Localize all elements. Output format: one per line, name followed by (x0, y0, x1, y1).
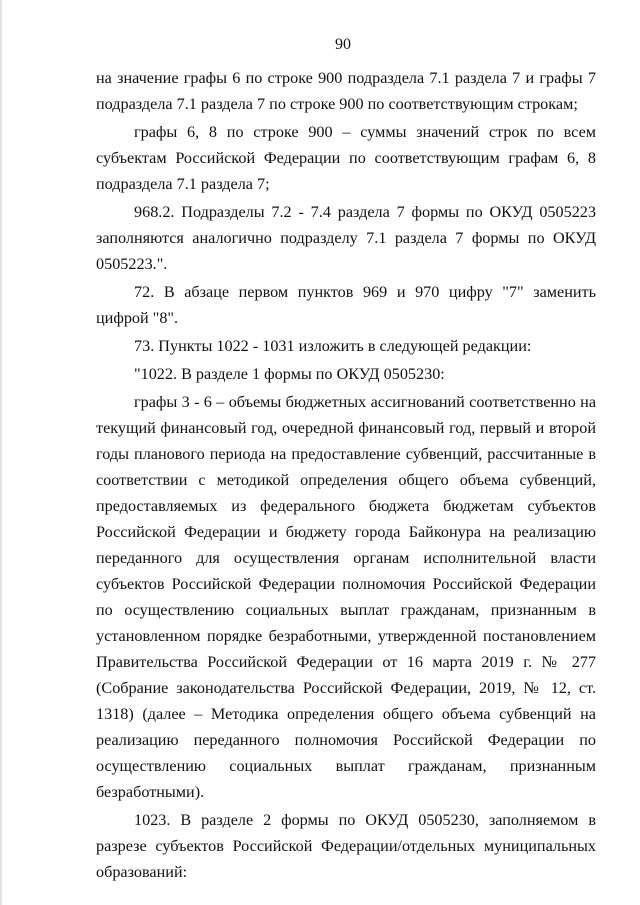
page-number: 90 (335, 36, 351, 53)
paragraph: 73. Пункты 1022 - 1031 изложить в следующей редакции: (134, 337, 532, 355)
paragraph: "1022. В разделе 1 формы по ОКУД 0505230: (134, 365, 445, 383)
paragraph: графы 6, 8 по строке 900 – суммы значений строк по всем субъектам Российской Федерации по соответствующим графам 6, 8 подраздела 7.1 раздела 7; (96, 123, 596, 193)
paragraph: 968.2. Подразделы 7.2 - 7.4 раздела 7 формы по ОКУД 0505223 заполняются аналогично подразделу 7.1 раздела 7 формы по ОКУД 0505223.". (96, 203, 596, 273)
paragraph: 72. В абзаце первом пунктов 969 и 970 цифру "7" заменить цифрой "8". (96, 283, 596, 327)
page-edge-shadow (0, 0, 3, 905)
paragraph: графы 3 - 6 – объемы бюджетных ассигнований соответственно на текущий финансовый год, очередной финансовый год, первый и второй годы планового периода на предоставление субвенций, рассчитанные в соответствии с методикой определения общего объема субвенций, предоставляемых из федерального бюджета бюджетам субъектов Российской Федерации и бюджету города Байконура на реализацию переданного для осуществления органам исполнительной власти субъектов Российской Федерации полномочия Российской Федерации по осуществлению социальных выплат гражданам, признанным в установленном порядке безработными, утвержденной постановлением Правительства Российской Федерации от 16 марта 2019 г. № 277 (Собрание законодательства Российской Федерации, 2019, № 12, ст. 1318) (далее – Методика определения общего объема субвенций на реализацию переданного полномочия Российской Федерации по осуществлению социальных выплат гражданам, признанным безработными). (96, 393, 596, 801)
paragraph: 1023. В разделе 2 формы по ОКУД 0505230, заполняемом в разрезе субъектов Российской Федерации/отдельных муниципальных образований: (96, 811, 596, 881)
document-body (96, 65, 596, 887)
paragraph: на значение графы 6 по строке 900 подраздела 7.1 раздела 7 и графы 7 подраздела 7.1 раздела 7 по строке 900 по соответствующим строкам; (96, 69, 596, 113)
